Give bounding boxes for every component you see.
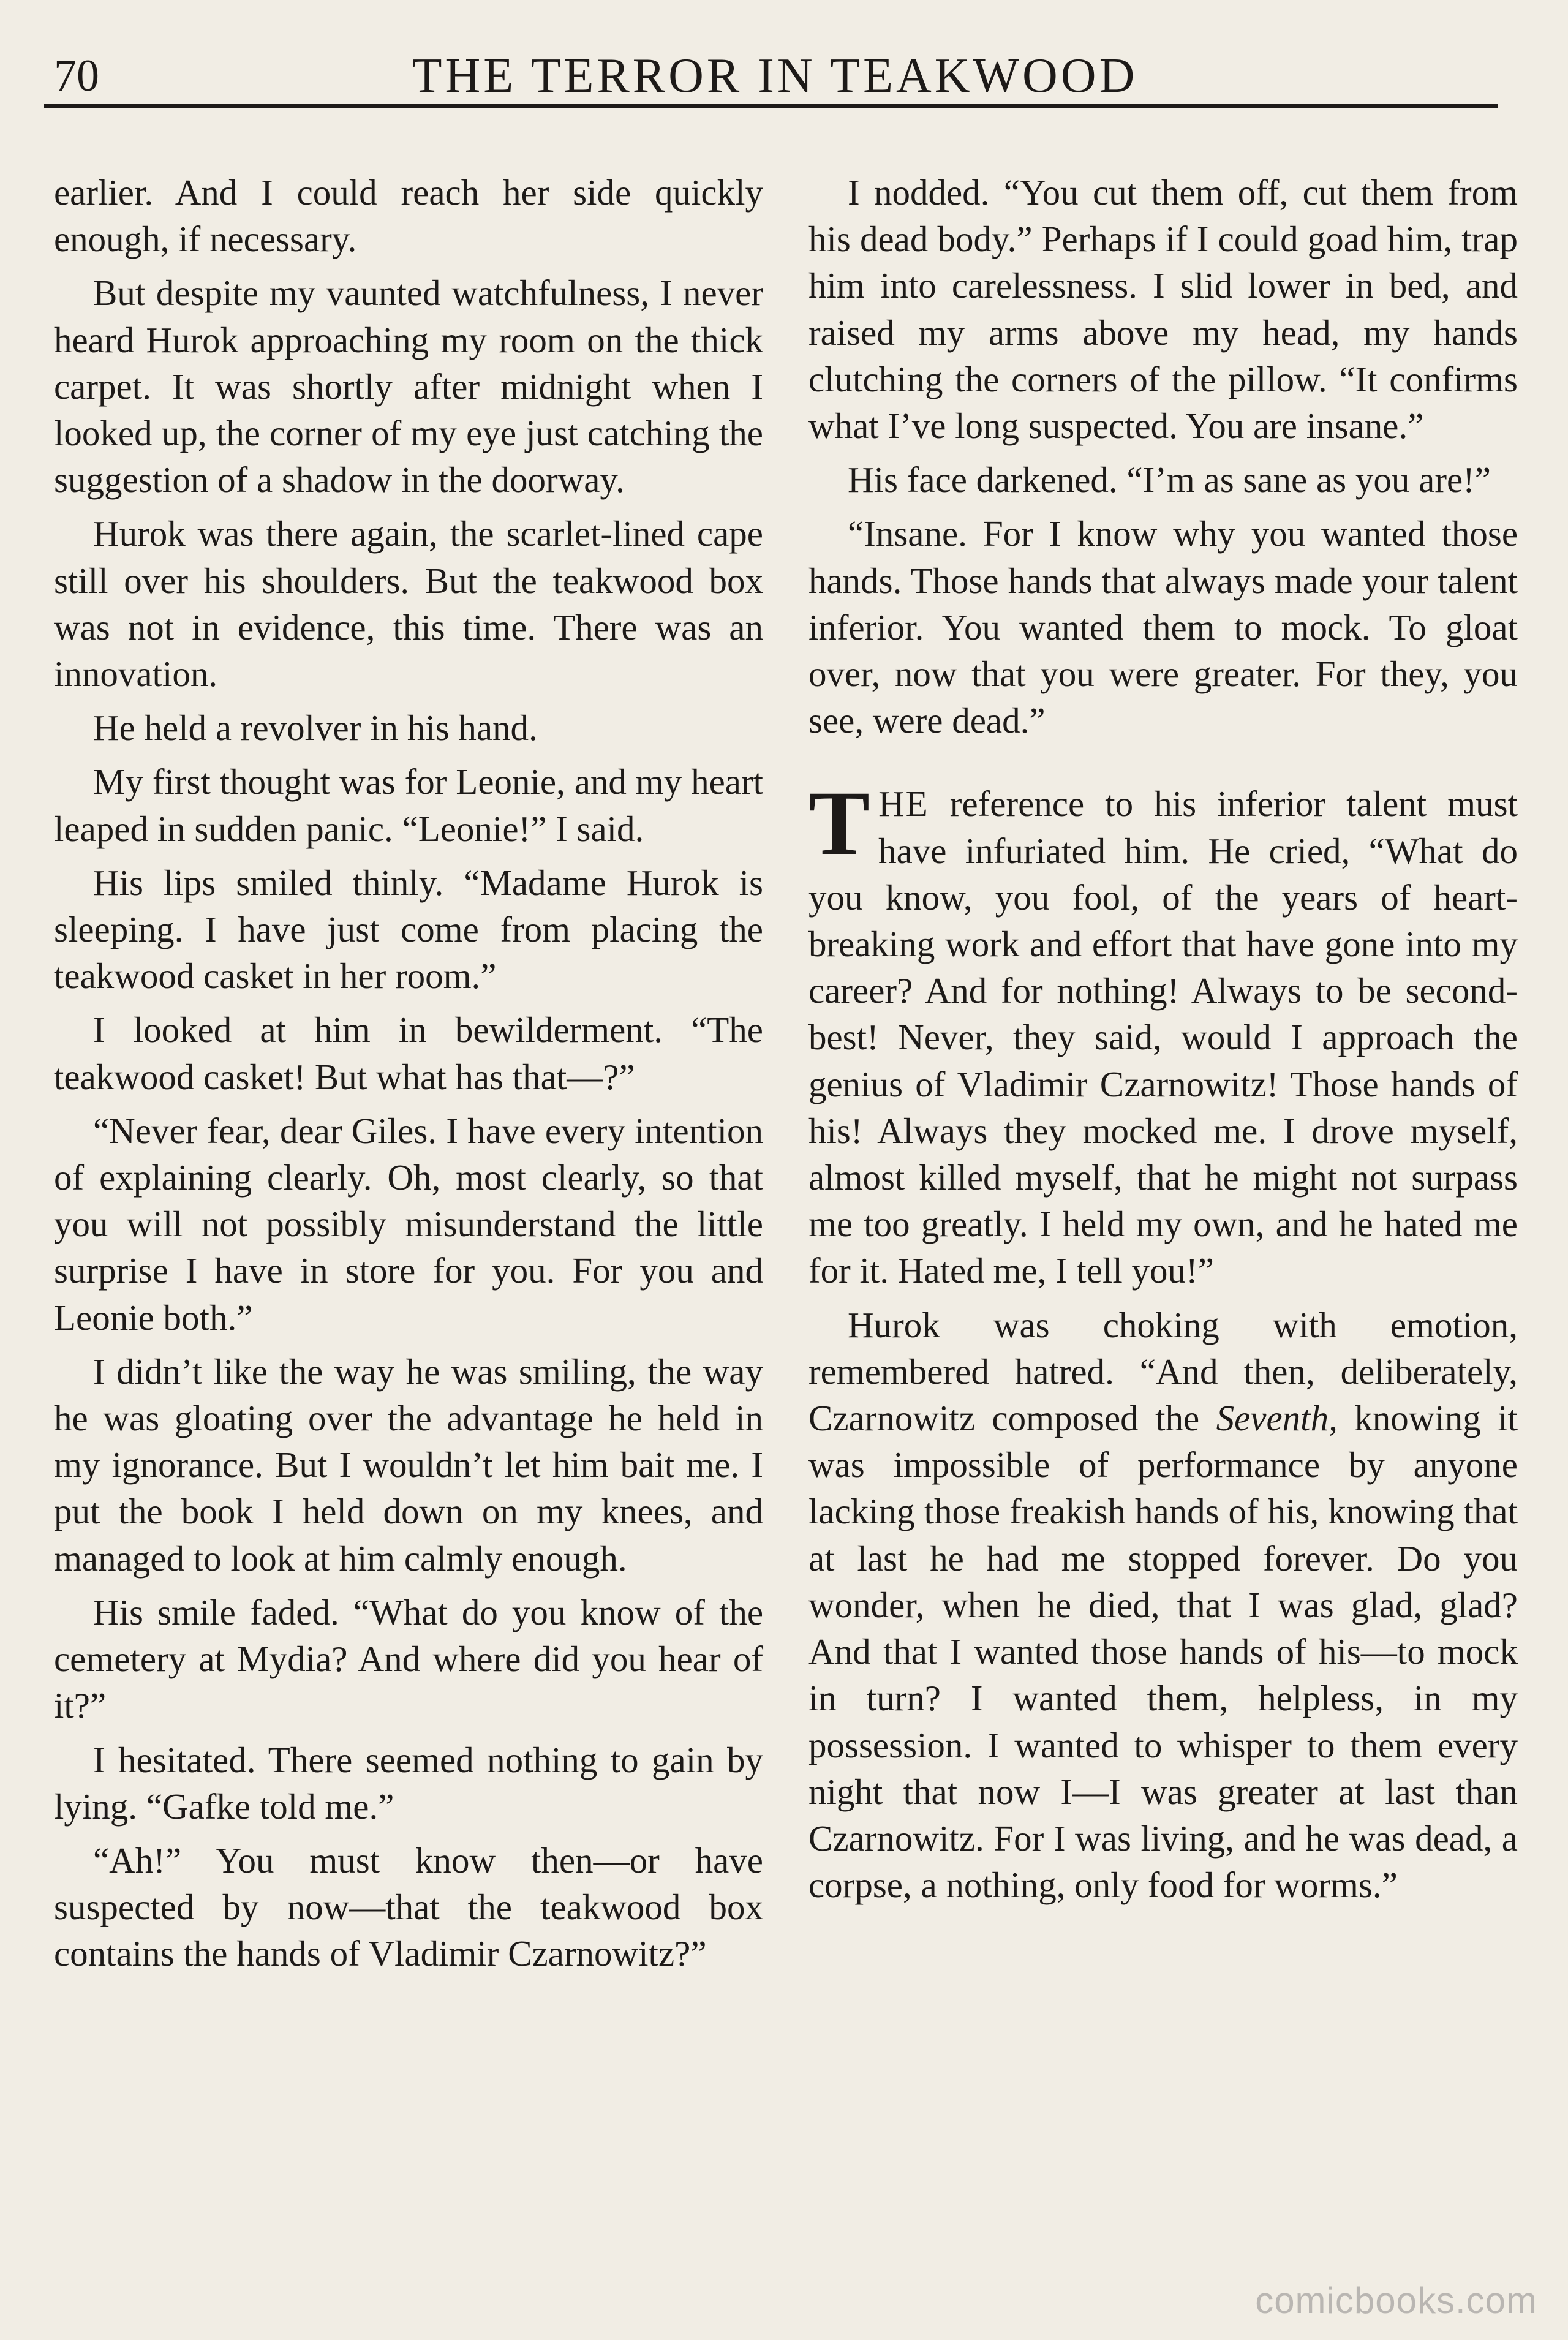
paragraph: I looked at him in bewilderment. “The teakwood casket! But what has that—?” [54, 1010, 763, 1097]
page-number: 70 [54, 51, 99, 101]
section-opening-paragraph [809, 772, 1518, 1294]
paragraph: He held a revolver in his hand. [93, 708, 538, 749]
paragraph-text: Hurok was choking with emotion, remembered hatred. “And then, deliberately, Czarnowitz composed the [809, 1304, 1518, 1439]
paragraph: Hurok was there again, the scarlet-lined cape still over his shoulders. But the teakwood box was not in evidence, this time. There was an innovation. [54, 513, 763, 695]
page-header [54, 42, 1496, 110]
left-column [54, 169, 763, 1985]
paragraph [809, 1302, 1518, 1909]
paragraph: I hesitated. There seemed nothing to gain by lying. “Gafke told me.” [54, 1739, 763, 1827]
paragraph: I nodded. “You cut them off, cut them from his dead body.” Perhaps if I could goad him, trap him into carelessness. I slid lower in bed, and raised my arms above my head, my hands clutching the corners of the pillow. “It confirms what I’ve long suspected. You are insane.” [809, 172, 1518, 447]
paragraph: My first thought was for Leonie, and my heart leaped in sudden panic. “Leonie!” I said. [54, 761, 763, 849]
paragraph: “Never fear, dear Giles. I have every intention of explaining clearly. Oh, most clearly, so that you will not possibly misunderstand the little surprise I have in store for you. For you and Leonie both.” [54, 1110, 763, 1338]
paragraph: “Ah!” You must know then—or have suspected by now—that the teakwood box contains the hands of Vladimir Czarnowitz?” [54, 1840, 763, 1974]
right-column [809, 169, 1518, 1915]
paragraph: His lips smiled thinly. “Madame Hurok is sleeping. I have just come from placing the teakwood casket in her room.” [54, 862, 763, 997]
running-title: THE TERROR IN TEAKWOOD [412, 49, 1138, 103]
drop-cap: T [809, 772, 870, 875]
paragraph: “Insane. For I know why you wanted those hands. Those hands that always made your talent inferior. You wanted them to mock. To gloat over, now that you were greater. For they, you see, were dead.” [809, 513, 1518, 741]
paragraph: But despite my vaunted watchfulness, I never heard Hurok approaching my room on the thick carpet. It was shortly after midnight when I looked up, the corner of my eye just catching the suggestion of a shadow in the doorway. [54, 273, 763, 500]
paragraph: earlier. And I could reach her side quickly enough, if necessary. [54, 172, 763, 260]
paragraph: I didn’t like the way he was smiling, the way he was gloating over the advantage he held in my ignorance. But I wouldn’t let him bait me. I put the book I held down on my knees, and managed to look at him calmly enough. [54, 1351, 763, 1579]
paragraph-text: reference to his inferior talent must have infuriated him. He cried, “What do you know, you fool, of the years of heart-breaking work and effort that have gone into my career? And for nothing! Always to be second-best! Never, they said, would I approach the genius of Vladimir Czarnowitz! Those hands of his! Always they mocked me. I drove myself, almost killed myself, that he might not surpass me too greatly. I held my own, and he hated me for it. Hated me, I tell you!” [809, 783, 1518, 1291]
italic-title: Seventh, [1216, 1398, 1338, 1439]
paragraph: His face darkened. “I’m as sane as you are!” [848, 459, 1491, 500]
small-caps-lead: HE [878, 783, 929, 825]
paragraph-text: knowing it was impossible of performance by anyone lacking those freakish hands of his, knowing that at last he had me stopped forever. Do you wonder, when he died, that I was glad, glad? And that I wanted those hands of his—to mock in turn? I wanted them, helpless, in my possession. I wanted to whisper to them every night that now I—I was greater at last than Czarnowitz. For I was living, and he was dead, a corpse, a nothing, only food for worms.” [809, 1398, 1518, 1906]
header-rule [44, 104, 1498, 108]
paragraph: His smile faded. “What do you know of the cemetery at Mydia? And where did you hear of it?” [54, 1591, 763, 1726]
watermark: comicbooks.com [1255, 2280, 1537, 2321]
